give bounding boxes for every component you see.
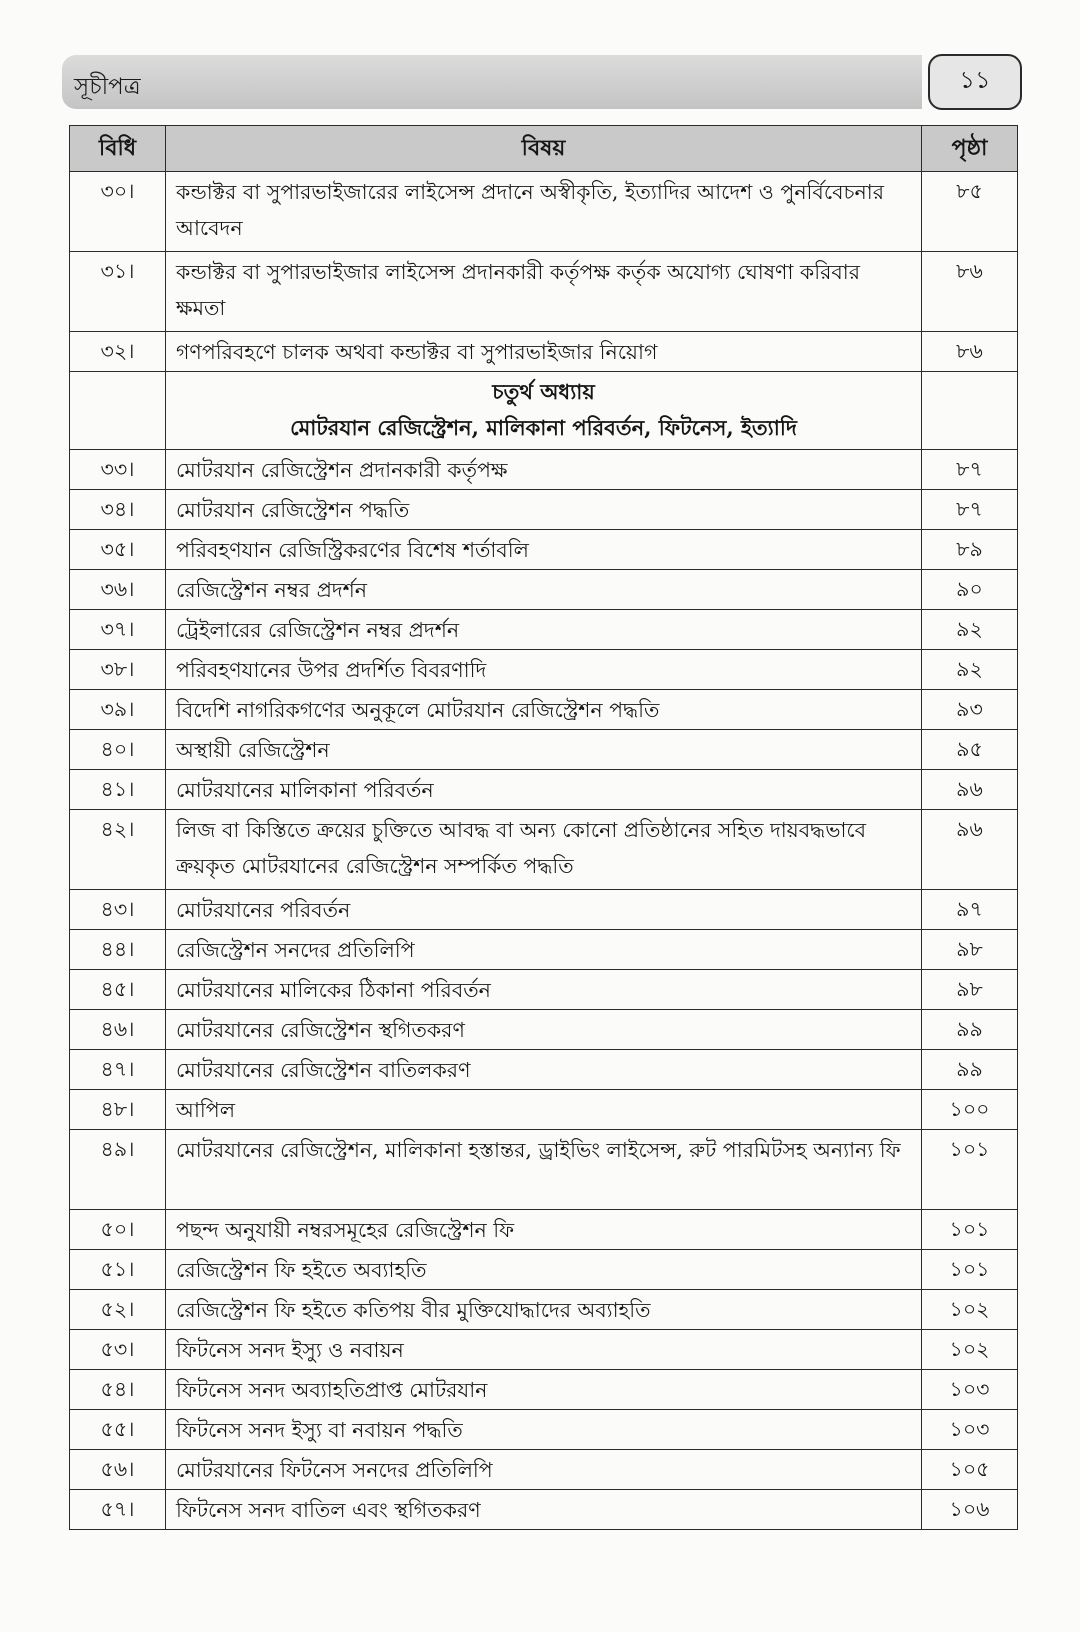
toc-row bbox=[70, 970, 1018, 1010]
page-header-title: সূচীপত্র bbox=[74, 74, 141, 100]
toc-row bbox=[70, 490, 1018, 530]
toc-row bbox=[70, 1050, 1018, 1090]
page-ref: ৮৬ bbox=[922, 252, 1018, 332]
page-ref: ৯৩ bbox=[922, 690, 1018, 730]
rule-topic: ফিটনেস সনদ ইস্যু বা নবায়ন পদ্ধতি bbox=[166, 1410, 922, 1450]
toc-row bbox=[70, 650, 1018, 690]
rule-number: ৪৫। bbox=[70, 970, 166, 1010]
chapter-page-cell bbox=[922, 372, 1018, 450]
rule-number: ৪৭। bbox=[70, 1050, 166, 1090]
rule-topic: রেজিস্ট্রেশন ফি হইতে কতিপয় বীর মুক্তিযোদ্ধাদের অব্যাহতি bbox=[166, 1290, 922, 1330]
page-ref: ১০৫ bbox=[922, 1450, 1018, 1490]
page-ref: ৮৭ bbox=[922, 450, 1018, 490]
column-header-rule: বিধি bbox=[70, 126, 166, 172]
rule-topic: গণপরিবহণে চালক অথবা কন্ডাক্টর বা সুপারভাইজার নিয়োগ bbox=[166, 332, 922, 372]
chapter-heading-cell bbox=[166, 372, 922, 450]
rule-topic: কন্ডাক্টর বা সুপারভাইজারের লাইসেন্স প্রদানে অস্বীকৃতি, ইত্যাদির আদেশ ও পুনর্বিবেচনার আবেদন bbox=[166, 172, 922, 252]
rule-topic: বিদেশি নাগরিকগণের অনুকূলে মোটরযান রেজিস্ট্রেশন পদ্ধতি bbox=[166, 690, 922, 730]
rule-number: ৪২। bbox=[70, 810, 166, 890]
rule-number: ৩৪। bbox=[70, 490, 166, 530]
page-ref: ১০৩ bbox=[922, 1410, 1018, 1450]
rule-topic: ফিটনেস সনদ অব্যাহতিপ্রাপ্ত মোটরযান bbox=[166, 1370, 922, 1410]
page-ref: ১০২ bbox=[922, 1290, 1018, 1330]
rule-number: ৪৪। bbox=[70, 930, 166, 970]
toc-row bbox=[70, 570, 1018, 610]
toc-row bbox=[70, 930, 1018, 970]
page-ref: ৯৮ bbox=[922, 930, 1018, 970]
page-ref: ৮৯ bbox=[922, 530, 1018, 570]
toc-row bbox=[70, 690, 1018, 730]
column-header-page: পৃষ্ঠা bbox=[922, 126, 1018, 172]
toc-row bbox=[70, 1130, 1018, 1210]
chapter-title: চতুর্থ অধ্যায় bbox=[492, 379, 595, 404]
page-ref: ৯০ bbox=[922, 570, 1018, 610]
rule-number: ৪৩। bbox=[70, 890, 166, 930]
toc-row bbox=[70, 450, 1018, 490]
page-ref: ১০১ bbox=[922, 1250, 1018, 1290]
rule-topic: পছন্দ অনুযায়ী নম্বরসমূহের রেজিস্ট্রেশন ফি bbox=[166, 1210, 922, 1250]
page-ref: ৯৬ bbox=[922, 770, 1018, 810]
toc-table bbox=[69, 125, 1018, 1530]
rule-number: ৩৭। bbox=[70, 610, 166, 650]
rule-number: ৫০। bbox=[70, 1210, 166, 1250]
rule-topic: মোটরযান রেজিস্ট্রেশন পদ্ধতি bbox=[166, 490, 922, 530]
page-ref: ৮৫ bbox=[922, 172, 1018, 252]
rule-number: ৫২। bbox=[70, 1290, 166, 1330]
rule-topic: অস্থায়ী রেজিস্ট্রেশন bbox=[166, 730, 922, 770]
page-ref: ১০০ bbox=[922, 1090, 1018, 1130]
toc-row bbox=[70, 1450, 1018, 1490]
rule-number: ৫৬। bbox=[70, 1450, 166, 1490]
page-ref: ১০৩ bbox=[922, 1370, 1018, 1410]
rule-topic: মোটরযানের মালিকের ঠিকানা পরিবর্তন bbox=[166, 970, 922, 1010]
page-ref: ৯২ bbox=[922, 610, 1018, 650]
toc-row bbox=[70, 1370, 1018, 1410]
toc-row bbox=[70, 172, 1018, 252]
toc-row bbox=[70, 810, 1018, 890]
rule-topic: আপিল bbox=[166, 1090, 922, 1130]
rule-number: ৩৬। bbox=[70, 570, 166, 610]
chapter-subtitle: মোটরযান রেজিস্ট্রেশন, মালিকানা পরিবর্তন, ফিটনেস, ইত্যাদি bbox=[290, 415, 797, 440]
rule-topic: রেজিস্ট্রেশন সনদের প্রতিলিপি bbox=[166, 930, 922, 970]
toc-row bbox=[70, 1010, 1018, 1050]
page-ref: ৯৯ bbox=[922, 1010, 1018, 1050]
toc-row bbox=[70, 730, 1018, 770]
page-ref: ৮৬ bbox=[922, 332, 1018, 372]
rule-topic: কন্ডাক্টর বা সুপারভাইজার লাইসেন্স প্রদানকারী কর্তৃপক্ষ কর্তৃক অযোগ্য ঘোষণা করিবার ক্ষমতা bbox=[166, 252, 922, 332]
rule-number: ৩৮। bbox=[70, 650, 166, 690]
toc-row bbox=[70, 1210, 1018, 1250]
rule-topic: মোটরযান রেজিস্ট্রেশন প্রদানকারী কর্তৃপক্ষ bbox=[166, 450, 922, 490]
rule-number: ৫৫। bbox=[70, 1410, 166, 1450]
toc-rows-after-chapter bbox=[70, 450, 1018, 1530]
rule-number: ৫১। bbox=[70, 1250, 166, 1290]
rule-topic: মোটরযানের রেজিস্ট্রেশন, মালিকানা হস্তান্তর, ড্রাইভিং লাইসেন্স, রুট পারমিটসহ অন্যান্য ফি bbox=[166, 1130, 922, 1210]
toc-row bbox=[70, 1490, 1018, 1530]
rule-number: ৪৮। bbox=[70, 1090, 166, 1130]
page-ref: ৯২ bbox=[922, 650, 1018, 690]
page-number: ১১ bbox=[928, 54, 1022, 110]
toc-row bbox=[70, 1090, 1018, 1130]
toc-row bbox=[70, 1410, 1018, 1450]
toc-header-row bbox=[70, 126, 1018, 172]
page-ref: ৯৬ bbox=[922, 810, 1018, 890]
page-ref: ৯৫ bbox=[922, 730, 1018, 770]
rule-number: ৪১। bbox=[70, 770, 166, 810]
rule-number: ৩৯। bbox=[70, 690, 166, 730]
page-ref: ১০১ bbox=[922, 1130, 1018, 1210]
toc-row bbox=[70, 1250, 1018, 1290]
rule-topic: ট্রেইলারের রেজিস্ট্রেশন নম্বর প্রদর্শন bbox=[166, 610, 922, 650]
rule-number: ৫৪। bbox=[70, 1370, 166, 1410]
chapter-num-cell bbox=[70, 372, 166, 450]
header-bar bbox=[62, 55, 922, 109]
rule-number: ৪০। bbox=[70, 730, 166, 770]
toc-row bbox=[70, 252, 1018, 332]
toc-rows-before-chapter bbox=[70, 172, 1018, 372]
rule-topic: মোটরযানের রেজিস্ট্রেশন স্থগিতকরণ bbox=[166, 1010, 922, 1050]
page-ref: ৯৭ bbox=[922, 890, 1018, 930]
rule-number: ৩১। bbox=[70, 252, 166, 332]
rule-topic: ফিটনেস সনদ ইস্যু ও নবায়ন bbox=[166, 1330, 922, 1370]
page-ref: ৯৮ bbox=[922, 970, 1018, 1010]
rule-number: ৩৩। bbox=[70, 450, 166, 490]
toc-row bbox=[70, 770, 1018, 810]
page-ref: ১০১ bbox=[922, 1210, 1018, 1250]
page-ref: ১০৬ bbox=[922, 1490, 1018, 1530]
rule-number: ৩০। bbox=[70, 172, 166, 252]
rule-topic: পরিবহণযান রেজিস্ট্রিকরণের বিশেষ শর্তাবলি bbox=[166, 530, 922, 570]
rule-number: ৩৫। bbox=[70, 530, 166, 570]
rule-topic: মোটরযানের মালিকানা পরিবর্তন bbox=[166, 770, 922, 810]
rule-topic: মোটরযানের রেজিস্ট্রেশন বাতিলকরণ bbox=[166, 1050, 922, 1090]
rule-number: ৩২। bbox=[70, 332, 166, 372]
toc-row bbox=[70, 1330, 1018, 1370]
page-ref: ৯৯ bbox=[922, 1050, 1018, 1090]
toc-row bbox=[70, 1290, 1018, 1330]
rule-topic: পরিবহণযানের উপর প্রদর্শিত বিবরণাদি bbox=[166, 650, 922, 690]
rule-topic: রেজিস্ট্রেশন নম্বর প্রদর্শন bbox=[166, 570, 922, 610]
rule-topic: রেজিস্ট্রেশন ফি হইতে অব্যাহতি bbox=[166, 1250, 922, 1290]
toc-row bbox=[70, 890, 1018, 930]
rule-number: ৫৭। bbox=[70, 1490, 166, 1530]
rule-topic: লিজ বা কিস্তিতে ক্রয়ের চুক্তিতে আবদ্ধ বা অন্য কোনো প্রতিষ্ঠানের সহিত দায়বদ্ধভাবে ক্রয়কৃত মোটরযানের রেজিস্ট্রেশন সম্পর্কিত পদ্ধতি bbox=[166, 810, 922, 890]
rule-topic: মোটরযানের পরিবর্তন bbox=[166, 890, 922, 930]
page-ref: ৮৭ bbox=[922, 490, 1018, 530]
toc-row bbox=[70, 530, 1018, 570]
rule-number: ৪৬। bbox=[70, 1010, 166, 1050]
column-header-subject: বিষয় bbox=[166, 126, 922, 172]
page-ref: ১০২ bbox=[922, 1330, 1018, 1370]
toc-row bbox=[70, 610, 1018, 650]
rule-topic: মোটরযানের ফিটনেস সনদের প্রতিলিপি bbox=[166, 1450, 922, 1490]
rule-topic: ফিটনেস সনদ বাতিল এবং স্থগিতকরণ bbox=[166, 1490, 922, 1530]
chapter-row bbox=[70, 372, 1018, 450]
rule-number: ৫৩। bbox=[70, 1330, 166, 1370]
toc-row bbox=[70, 332, 1018, 372]
rule-number: ৪৯। bbox=[70, 1130, 166, 1210]
